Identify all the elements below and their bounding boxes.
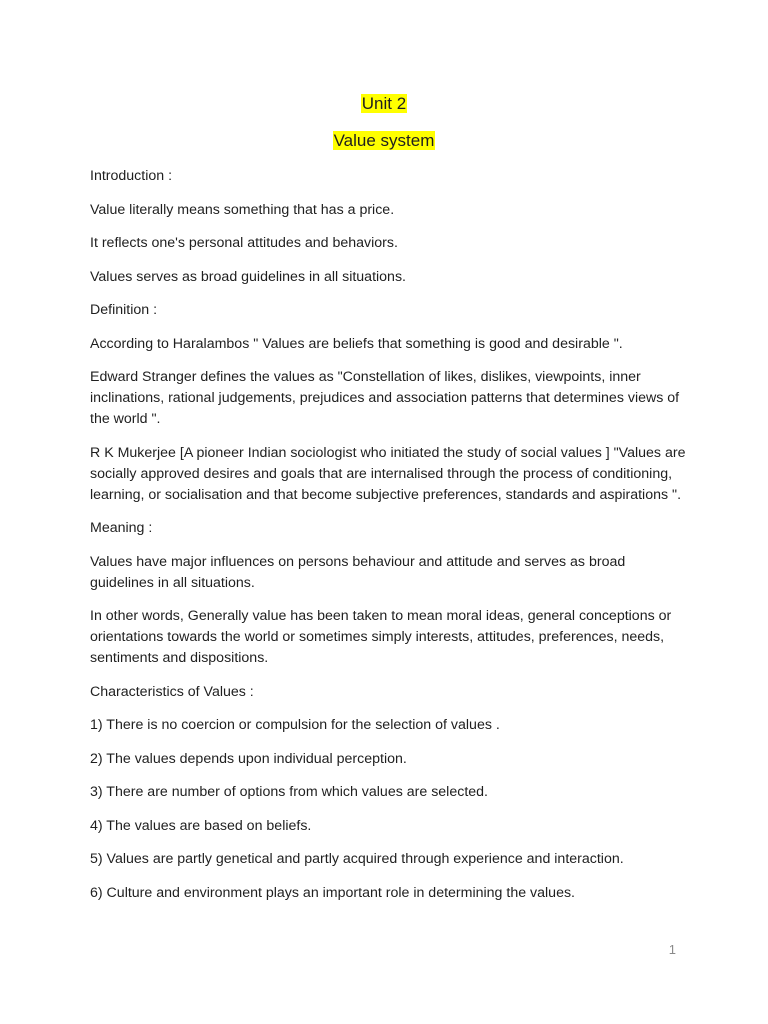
definition-haralambos: According to Haralambos " Values are beliefs that something is good and desirable ". bbox=[90, 335, 623, 352]
unit-title bbox=[0, 92, 768, 116]
intro-line-2: It reflects one's personal attitudes and behaviors. bbox=[90, 235, 398, 251]
intro-line-3: Values serves as broad guidelines in all situations. bbox=[90, 268, 406, 285]
characteristic-item-6: 6) Culture and environment plays an important role in determining the values. bbox=[90, 884, 576, 901]
characteristic-item-5: 5) Values are partly genetical and partly acquired through experience and interaction. bbox=[90, 851, 624, 867]
meaning-paragraph-1: Values have major influences on persons behaviour and attitude and serves as broad guidelines in all situations. bbox=[90, 553, 626, 591]
definition-heading: Definition : bbox=[90, 302, 158, 318]
meaning-heading: Meaning : bbox=[90, 520, 153, 536]
characteristic-item-2: 2) The values depends upon individual perception. bbox=[90, 750, 407, 767]
intro-heading: Introduction : bbox=[90, 168, 173, 184]
characteristics-heading: Characteristics of Values : bbox=[90, 683, 254, 700]
characteristic-item-1: 1) There is no coercion or compulsion for the selection of values . bbox=[90, 717, 500, 733]
intro-line-1: Value literally means something that has a price. bbox=[90, 201, 395, 218]
definition-mukerjee: R K Mukerjee [A pioneer Indian sociologist who initiated the study of social values ] "Values are socially approved desires and goals that are internalised through the process of conditioning, learning, or socialisation and that become subjective preferences, standards and aspirations ". bbox=[90, 444, 686, 503]
definition-stranger: Edward Stranger defines the values as "Constellation of likes, dislikes, viewpoints, inner inclinations, rational judgements, prejudices and association patterns that determines views of the world ". bbox=[90, 369, 680, 427]
document-body bbox=[90, 166, 690, 916]
page-number: 1 bbox=[668, 942, 676, 957]
unit-title-highlight: Unit 2 bbox=[361, 94, 407, 113]
meaning-paragraph-2: In other words, Generally value has been taken to mean moral ideas, general conceptions or orientations towards the world or sometimes simply interests, attitudes, preferences, needs, sentiments and dispositions. bbox=[90, 608, 672, 666]
subject-title-highlight: Value system bbox=[333, 131, 435, 150]
subject-title bbox=[0, 129, 768, 153]
characteristic-item-4: 4) The values are based on beliefs. bbox=[90, 817, 312, 834]
characteristic-item-3: 3) There are number of options from which values are selected. bbox=[90, 784, 488, 800]
